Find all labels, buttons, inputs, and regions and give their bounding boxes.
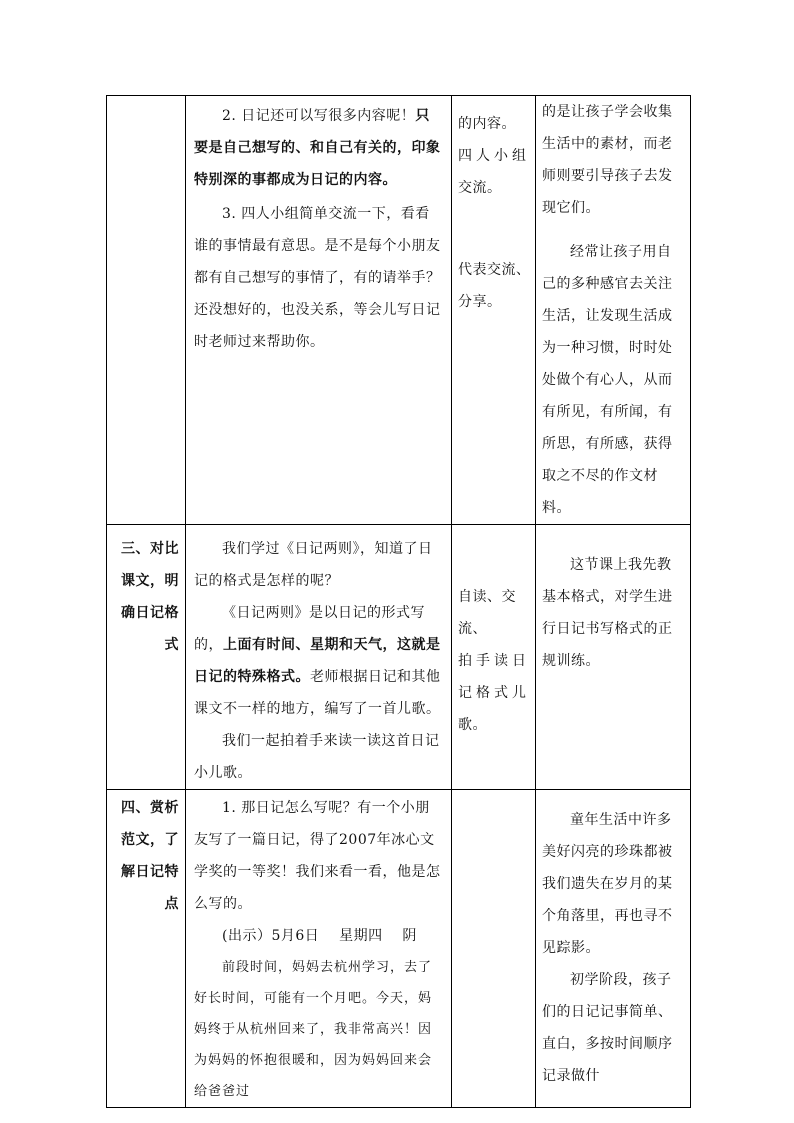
table-row — [107, 525, 691, 790]
intent-text: 童年生活中许多美好闪亮的珍珠都被我们遗失在岁月的某个角落里，再也寻不见踪影。 — [542, 812, 673, 956]
diary-body: 前段时间，妈妈去杭州学习，去了好长时间，可能有一个月吧。今天，妈妈终于从杭州回来了，我非常高兴！因为妈妈的怀抱很暖和，因为妈妈回来会给爸爸过 — [194, 960, 433, 1099]
stage-title: 三、对比课文，明确日记格式 — [121, 541, 179, 653]
student-text: 交流。 — [458, 180, 502, 196]
paragraph — [194, 100, 443, 196]
student-text: 的内容。 — [458, 116, 516, 132]
lesson-plan-table — [106, 95, 691, 1108]
student-text: 分享。 — [458, 294, 502, 310]
teacher-activity-cell — [186, 790, 452, 1108]
student-activity-cell — [452, 525, 536, 790]
student-text: 代表交流、 — [458, 262, 531, 278]
intent-text: 初学阶段，孩子们的日记记事简单、直白，多按时间顺序记录做什 — [542, 972, 673, 1084]
intent-text: 经常让孩子用自己的多种感官去关注生活，让发现生活成为一种习惯，时时处处做个有心人，从而有所见，有所闻，有所思，有所感，获得取之不尽的作文材料。 — [542, 244, 673, 516]
student-text: 四人小组 — [458, 148, 530, 164]
student-activity-cell — [452, 96, 536, 525]
paragraph: 我们一起拍着手来读一读这首日记小儿歌。 — [194, 733, 440, 781]
teacher-activity-cell — [186, 525, 452, 790]
paragraph-text: 老师根据日记和其他课文不一样的地方，编写了一首儿歌。 — [194, 669, 441, 717]
table-row — [107, 790, 691, 1108]
paragraph-text: 3. 四人小组简单交流一下，看看谁的事情最有意思。是不是每个小朋友都有自己想写的事情了，有的请举手？还没想好的，也没关系，等会儿写日记时老师过来帮助你。 — [194, 206, 441, 350]
design-intent-cell — [536, 525, 691, 790]
paragraph: 我们学过《日记两则》，知道了日记的格式是怎样的呢？ — [194, 541, 433, 589]
paragraph — [194, 597, 443, 725]
stage-cell — [107, 525, 186, 790]
paragraph-bold-text: 上面有时间、星期和天气，这就是日记的特殊格式。 — [194, 637, 441, 685]
paragraph — [194, 198, 443, 358]
paragraph: 1. 那日记怎么写呢？有一个小朋友写了一篇日记，得了2007年冰心文学奖的一等奖！我们来看一看，他是怎么写的。 — [194, 800, 441, 912]
intent-text: 这节课上我先教基本格式，对学生进行日记书写格式的正规训练。 — [542, 557, 673, 669]
design-intent-cell — [536, 96, 691, 525]
paragraph-bold-text: 只要是自己想写的、和自己有关的，印象特别深的事都成为日记的内容。 — [194, 108, 441, 188]
intent-text: 的是让孩子学会收集生活中的素材，而老师则要引导孩子去发现它们。 — [542, 104, 673, 216]
paragraph-text: 2. 日记还可以写很多内容呢！ — [222, 108, 416, 124]
student-text: 歌。 — [458, 717, 487, 733]
paragraph-text: 《日记两则》是以日记的形式写的， — [194, 605, 425, 653]
stage-title: 四、赏析范文，了解日记特点 — [121, 800, 179, 912]
student-activity-cell — [452, 790, 536, 1108]
student-text: 拍手读日 — [458, 653, 530, 669]
design-intent-cell — [536, 790, 691, 1108]
student-text: 记格式儿 — [458, 685, 530, 701]
stage-cell — [107, 790, 186, 1108]
teacher-activity-cell — [186, 96, 452, 525]
student-text: 自读、交流、 — [458, 589, 516, 637]
diary-header: (出示）5月6日 星期四 阴 — [222, 928, 417, 944]
table-row — [107, 96, 691, 525]
stage-cell — [107, 96, 186, 525]
